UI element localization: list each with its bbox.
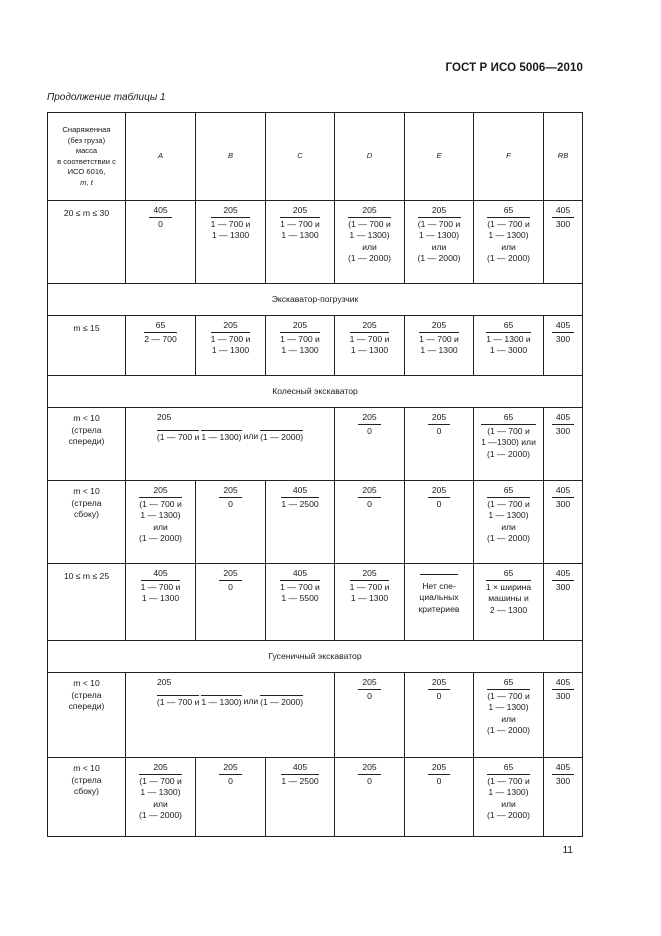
numerator: 205 xyxy=(157,412,172,422)
cell-A xyxy=(126,481,196,564)
denominator: 0 xyxy=(436,690,442,701)
denominator: 1 — 700 и 1 — 1300 xyxy=(210,218,251,241)
cell-F xyxy=(474,673,544,758)
cell-E xyxy=(405,564,474,641)
mass-cell: m < 10 (стрела спереди) xyxy=(48,408,126,481)
cell-C xyxy=(266,316,335,376)
table-caption: Продолжение таблицы 1 xyxy=(47,92,166,103)
numerator: 205 xyxy=(428,762,450,775)
denominator: (1 — 700 и 1 — 1300) или (1 — 2000) xyxy=(487,498,530,544)
section-title: Гусеничный экскаватор xyxy=(48,641,583,673)
denominator: 0 xyxy=(436,425,442,436)
header-E: E xyxy=(405,113,474,201)
numerator: 65 xyxy=(487,485,530,498)
cell-B xyxy=(196,564,266,641)
numerator: 405 xyxy=(141,568,181,581)
table-row xyxy=(48,673,583,758)
numerator: 205 xyxy=(157,677,172,687)
cell-F xyxy=(474,564,544,641)
denominator: 1 — 1300 и 1 — 3000 xyxy=(486,333,531,356)
numerator: 65 xyxy=(487,205,530,218)
denominator: 300 xyxy=(555,690,571,701)
data-table xyxy=(47,112,583,837)
mass-cell: m < 10 (стрела спереди) xyxy=(48,673,126,758)
cell-D xyxy=(335,201,405,284)
denominator: 300 xyxy=(555,333,571,344)
table-row xyxy=(48,201,583,284)
denominator: 0 xyxy=(436,498,442,509)
numerator: 65 xyxy=(144,320,177,333)
denominator: 0 xyxy=(228,581,233,592)
numerator: 405 xyxy=(552,320,574,333)
cell-D xyxy=(335,316,405,376)
denominator: Нет спе- циальных критериев xyxy=(418,580,460,614)
cell-E xyxy=(405,201,474,284)
denominator: (1 — 700 и 1 — 1300) или (1 — 2000) xyxy=(348,218,391,264)
numerator: 205 xyxy=(358,762,380,775)
denominator: (1 — 700 и 1 — 1300) или (1 — 2000) xyxy=(139,498,182,544)
numerator: 65 xyxy=(486,320,530,333)
cell-C xyxy=(266,564,335,641)
denominator: (1 — 700 и 1 — 1300) или (1 — 2000) xyxy=(139,775,182,821)
cell-D xyxy=(335,564,405,641)
numerator: 405 xyxy=(281,762,318,775)
numerator: 205 xyxy=(428,677,450,690)
cell-RB xyxy=(544,316,583,376)
numerator: 205 xyxy=(211,320,251,333)
numerator: 405 xyxy=(552,677,574,690)
numerator: 205 xyxy=(348,205,391,218)
denominator: 300 xyxy=(555,425,571,436)
cell-F xyxy=(474,201,544,284)
cell-F xyxy=(474,481,544,564)
header-F: F xyxy=(474,113,544,201)
denominator: 1 — 700 и 1 — 1300 xyxy=(140,581,181,604)
denominator: (1 — 700 и 1 — 1300) или (1 — 2000) xyxy=(156,695,304,707)
denominator: 0 xyxy=(158,218,163,229)
numerator: 205 xyxy=(419,320,459,333)
mass-cell: m ≤ 15 xyxy=(48,316,126,376)
numerator: 405 xyxy=(552,762,574,775)
numerator: 65 xyxy=(487,677,530,690)
cell-D xyxy=(335,758,405,837)
cell-D xyxy=(335,408,405,481)
mass-cell: 20 ≤ m ≤ 30 xyxy=(48,201,126,284)
cell-E xyxy=(405,481,474,564)
section-row xyxy=(48,284,583,316)
header-RB: RB xyxy=(544,113,583,201)
cell-A xyxy=(126,564,196,641)
numerator: 205 xyxy=(211,205,251,218)
numerator: 405 xyxy=(149,205,171,218)
denominator: (1 — 700 и 1 — 1300) или (1 — 2000) xyxy=(487,775,530,821)
cell-RB xyxy=(544,481,583,564)
numerator: 205 xyxy=(139,762,182,775)
denominator: 300 xyxy=(555,581,571,592)
cell-RB xyxy=(544,408,583,481)
table-row xyxy=(48,408,583,481)
cell-RB xyxy=(544,201,583,284)
denominator: 1 — 700 и 1 — 5500 xyxy=(280,581,320,604)
section-title: Экскаватор-погрузчик xyxy=(48,284,583,316)
numerator: 405 xyxy=(552,205,574,218)
denominator: 300 xyxy=(555,498,571,509)
cell-B xyxy=(196,481,266,564)
mass-cell: 10 ≤ m ≤ 25 xyxy=(48,564,126,641)
cell-RB xyxy=(544,758,583,837)
cell-C xyxy=(266,758,335,837)
cell-RB xyxy=(544,673,583,758)
numerator: 205 xyxy=(280,205,320,218)
numerator: 405 xyxy=(552,485,574,498)
denominator: 2 — 700 xyxy=(144,333,177,344)
denominator: (1 — 700 и 1 —1300) или (1 — 2000) xyxy=(481,425,536,459)
table-row xyxy=(48,481,583,564)
numerator: 405 xyxy=(281,485,318,498)
cell-A xyxy=(126,316,196,376)
cell-A xyxy=(126,758,196,837)
numerator: 205 xyxy=(358,412,380,425)
numerator: 65 xyxy=(486,568,531,581)
cell-A xyxy=(126,201,196,284)
denominator: (1 — 700 и 1 — 1300) или (1 — 2000) xyxy=(417,218,461,264)
cell-E xyxy=(405,673,474,758)
denominator: 300 xyxy=(555,775,571,786)
table-row xyxy=(48,564,583,641)
cell-E xyxy=(405,408,474,481)
denominator: 1 × ширина машины и 2 — 1300 xyxy=(485,581,532,615)
table-row xyxy=(48,316,583,376)
numerator: 65 xyxy=(481,412,536,425)
header-mass-line: Снаряженная xyxy=(62,125,111,134)
numerator: 205 xyxy=(418,205,461,218)
numerator: 205 xyxy=(358,677,380,690)
numerator: 205 xyxy=(219,485,241,498)
denominator: 1 — 700 и 1 — 1300 xyxy=(349,333,390,356)
denominator: 1 — 700 и 1 — 1300 xyxy=(419,333,459,356)
table-header-row xyxy=(48,113,583,201)
numerator: 205 xyxy=(139,485,182,498)
header-B: B xyxy=(196,113,266,201)
cell-D xyxy=(335,481,405,564)
cell-B xyxy=(196,201,266,284)
denominator: 0 xyxy=(367,690,372,701)
denominator: 1 — 700 и 1 — 1300 xyxy=(280,218,320,241)
header-mass-line: m, t xyxy=(80,177,93,187)
numerator: 205 xyxy=(350,320,390,333)
numerator: 205 xyxy=(358,485,380,498)
denominator: 0 xyxy=(228,775,233,786)
section-row xyxy=(48,641,583,673)
header-mass-line: ИСО 6016, xyxy=(67,167,106,176)
standard-designation: ГОСТ Р ИСО 5006—2010 xyxy=(445,62,583,74)
cell-F xyxy=(474,408,544,481)
blank-numerator-line xyxy=(420,574,458,577)
denominator: 0 xyxy=(228,498,233,509)
denominator: 0 xyxy=(436,775,442,786)
denominator: 1 — 700 и 1 — 1300 xyxy=(280,333,320,356)
numerator: 405 xyxy=(280,568,320,581)
numerator: 205 xyxy=(219,762,241,775)
numerator: 65 xyxy=(487,762,530,775)
section-title: Колесный экскаватор xyxy=(48,376,583,408)
cell-E xyxy=(405,758,474,837)
numerator: 205 xyxy=(219,568,241,581)
cell-F xyxy=(474,316,544,376)
numerator: 405 xyxy=(552,568,574,581)
mass-cell: m < 10 (стрела сбоку) xyxy=(48,758,126,837)
numerator: 405 xyxy=(552,412,574,425)
cell-RB xyxy=(544,564,583,641)
mass-cell: m < 10 (стрела сбоку) xyxy=(48,481,126,564)
numerator: 205 xyxy=(280,320,320,333)
denominator: 0 xyxy=(367,425,372,436)
cell-E xyxy=(405,316,474,376)
header-D: D xyxy=(335,113,405,201)
denominator: 0 xyxy=(367,498,372,509)
cell-C xyxy=(266,201,335,284)
cell-F xyxy=(474,758,544,837)
cell-ABC xyxy=(126,673,335,758)
denominator: (1 — 700 и 1 — 1300) или (1 — 2000) xyxy=(487,218,530,264)
header-mass-line: в соответствии с xyxy=(57,156,116,166)
header-C: C xyxy=(266,113,335,201)
denominator: 300 xyxy=(555,218,571,229)
denominator: 1 — 700 и 1 — 1300 xyxy=(210,333,251,356)
denominator: (1 — 700 и 1 — 1300) или (1 — 2000) xyxy=(487,690,530,736)
cell-B xyxy=(196,316,266,376)
header-mass-line: (без груза) xyxy=(67,135,106,145)
header-A: A xyxy=(126,113,196,201)
cell-C xyxy=(266,481,335,564)
header-mass xyxy=(48,113,126,201)
numerator: 205 xyxy=(350,568,390,581)
table-row xyxy=(48,758,583,837)
denominator: 1 — 2500 xyxy=(281,498,319,509)
denominator: 1 — 2500 xyxy=(281,775,319,786)
cell-ABC xyxy=(126,408,335,481)
header-mass-line: масса xyxy=(75,146,98,155)
cell-D xyxy=(335,673,405,758)
section-row xyxy=(48,376,583,408)
page-number: 11 xyxy=(562,845,573,856)
denominator: 1 — 700 и 1 — 1300 xyxy=(349,581,390,604)
denominator: 0 xyxy=(367,775,372,786)
numerator: 205 xyxy=(428,412,450,425)
cell-B xyxy=(196,758,266,837)
denominator: (1 — 700 и 1 — 1300) или (1 — 2000) xyxy=(156,430,304,442)
numerator: 205 xyxy=(428,485,450,498)
